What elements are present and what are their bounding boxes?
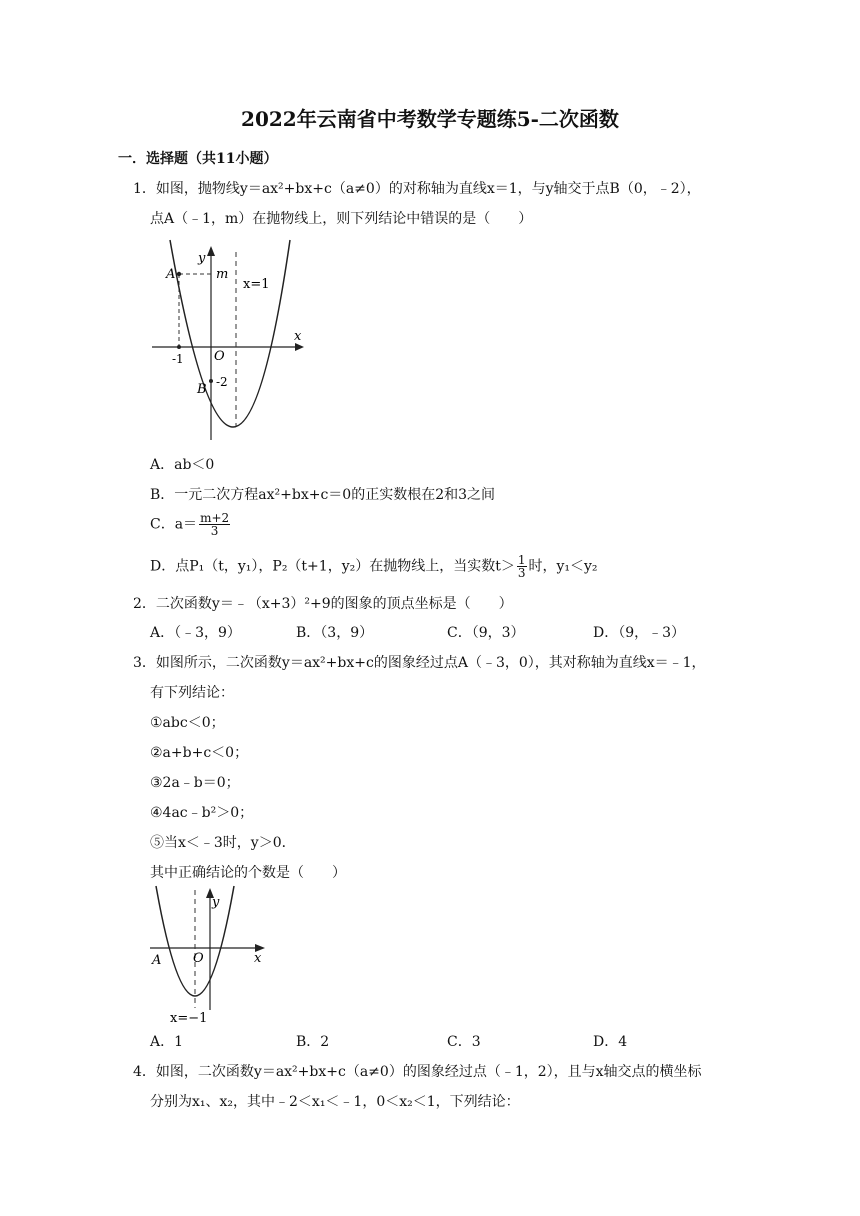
q1-parabola-figure [150,238,310,443]
q3-conclusion-1: ①abc＜0； [150,715,225,731]
q1-fig-point-a: A [166,267,176,282]
q1-stem-line2: 点A（﹣1，m）在抛物线上，则下列结论中错误的是（ ） [150,211,533,227]
q3-option-c: C．3 [447,1034,481,1050]
q4-stem-line2: 分别为x₁、x₂，其中﹣2＜x₁＜﹣1，0＜x₂＜1，下列结论： [150,1094,520,1110]
q3-stem-line1: 3．如图所示，二次函数y＝ax²+bx+c的图象经过点A（﹣3，0），其对称轴为直线x＝﹣1， [133,655,706,671]
q3-conclusion-4: ④4ac﹣b²＞0； [150,805,254,821]
q3-conclusion-3: ③2a﹣b＝0； [150,775,240,791]
q4-stem-line1: 4．如图，二次函数y＝ax²+bx+c（a≠0）的图象经过点（﹣1，2），且与x轴交点的横坐标 [133,1064,702,1080]
q2-option-d: D．（9，﹣3） [593,625,686,641]
q1-option-d-suffix: 时，y₁＜y₂ [528,558,598,575]
q1-option-d-num: 1 [517,553,526,567]
q1-option-d-fraction [517,554,527,579]
q1-option-c [150,512,232,537]
q3-fig-origin: O [193,951,204,966]
q3-option-a: A．1 [150,1034,184,1050]
q3-fig-point-a: A [152,953,162,968]
q1-fig-origin: O [214,349,225,364]
q1-fig-y-label: y [198,251,206,266]
q1-option-c-prefix: C．a＝ [150,516,198,533]
q3-question: 其中正确结论的个数是（ ） [150,865,346,881]
q3-fig-axis-label: x=−1 [170,1011,208,1026]
q3-parabola-figure [148,884,272,1026]
q3-conclusion-2: ②a+b+c＜0； [150,745,249,761]
q1-option-d-prefix: D．点P₁（t，y₁），P₂（t+1，y₂）在抛物线上，当实数t＞ [150,558,515,575]
q2-option-c: C．（9，3） [447,625,525,641]
q2-option-b: B．（3，9） [296,625,374,641]
section-heading: 一．选择题（共11小题） [118,151,278,167]
q1-option-c-fraction [199,512,230,537]
q2-option-a: A．（﹣3，9） [150,625,241,641]
q3-option-d: D．4 [593,1034,628,1050]
q3-fig-y-label: y [212,895,220,910]
page-title: 2022年云南省中考数学专题练5-二次函数 [241,107,619,131]
q2-stem: 2．二次函数y＝﹣（x+3）²+9的图象的顶点坐标是（ ） [133,596,513,612]
q3-stem-line2: 有下列结论： [150,685,234,701]
q1-option-c-num: m+2 [200,511,230,525]
q3-fig-x-label: x [254,951,262,966]
q1-fig-neg1: -1 [172,352,184,366]
q1-option-a: A．ab＜0 [150,457,215,473]
q1-fig-m-label: m [216,267,229,282]
q1-option-d-den: 3 [517,566,526,580]
q3-conclusion-5: ⑤当x＜﹣3时，y＞0． [150,835,296,851]
q1-option-c-den: 3 [210,524,219,538]
q1-fig-x-label: x [294,329,302,344]
q1-fig-axis-label: x=1 [243,277,270,292]
q3-option-b: B．2 [296,1034,330,1050]
q1-fig-point-b: B [197,382,207,397]
q1-option-d [150,554,598,579]
q1-stem-line1: 1．如图，抛物线y＝ax²+bx+c（a≠0）的对称轴为直线x＝1，与y轴交于点B（0，﹣2）， [133,181,701,197]
q1-option-b: B．一元二次方程ax²+bx+c＝0的正实数根在2和3之间 [150,487,496,503]
q1-fig-neg2: -2 [216,375,228,389]
